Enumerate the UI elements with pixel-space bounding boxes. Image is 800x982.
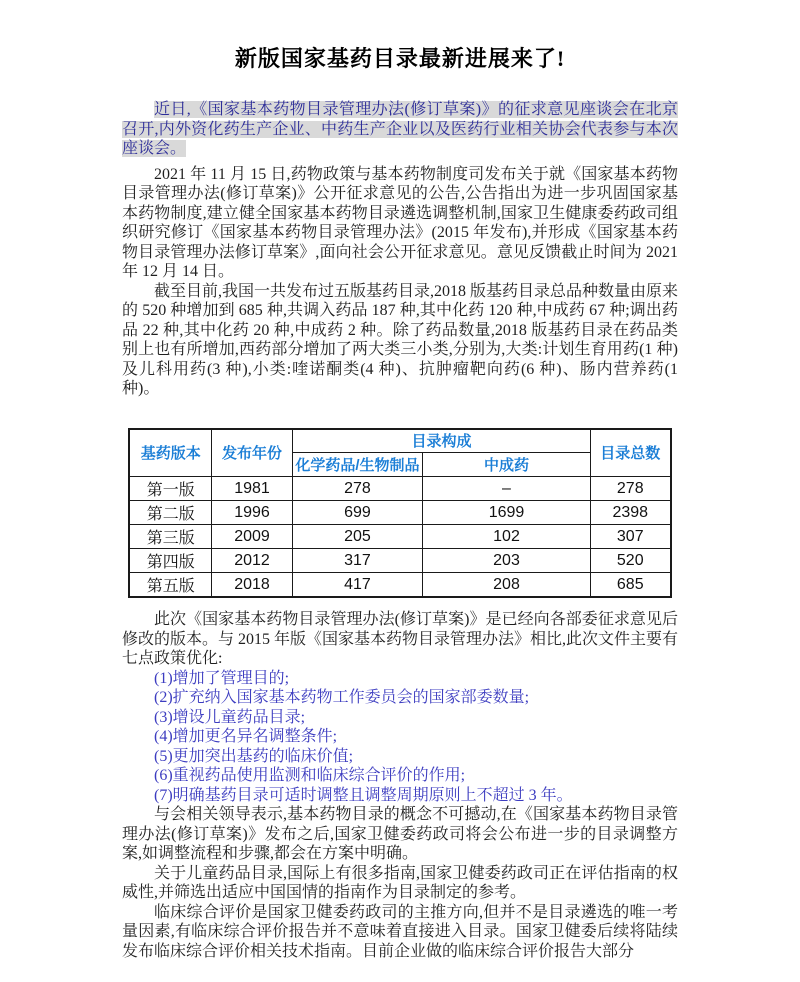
table-cell: 417: [292, 573, 422, 598]
policy-point-7: (7)明确基药目录可适时调整且调整周期原则上不超过 3 年。: [154, 786, 573, 804]
table-cell: 317: [292, 549, 422, 573]
policy-point-3: (3)增设儿童药品目录;: [154, 708, 306, 726]
table-cell: 278: [591, 477, 671, 501]
table-cell: 第四版: [129, 549, 211, 573]
paragraph-revision-intro: 此次《国家基本药物目录管理办法(修订草案)》是已经向各部委征求意见后修改的版本。与 2015 年版《国家基本药物目录管理办法》相比,此次文件主要有七点政策优化:: [122, 611, 679, 667]
table-row: [129, 549, 670, 573]
header-chemical: 化学药品/生物制品: [292, 453, 422, 477]
table-cell: 2018: [211, 573, 292, 598]
table-cell: 1981: [211, 477, 292, 501]
paragraph-clinical-evaluation: 临床综合评价是国家卫健委药政司的主推方向,但并不是目录遴选的唯一考量因素,有临床综合评价报告并不意味着直接进入目录。国家卫健委后续将陆续发布临床综合评价相关技术指南。目前企业做的临床综合评价报告大部分: [122, 903, 678, 960]
table-cell: 第二版: [129, 501, 211, 525]
policy-point-2: (2)扩充纳入国家基本药物工作委员会的国家部委数量;: [154, 689, 530, 706]
policy-point-5: (5)更加突出基药的临床价值;: [154, 747, 354, 765]
paragraph-leaders-statement: 与会相关领导表示,基本药物目录的概念不可撼动,在《国家基本药物目录管理办法(修订草案)》发布之后,国家卫健委药政司将会公布进一步的目录调整方案,如调整流程和步骤,都会在方案中明确。: [122, 806, 678, 862]
table-body: [129, 477, 670, 598]
table-header: [129, 429, 670, 477]
table-cell: 第一版: [129, 477, 211, 501]
paragraph-statistics: 截至目前,我国一共发布过五版基药目录,2018 版基药目录总品种数量由原来的 520 种增加到 685 种,共调入药品 187 种,其中化药 120 种,中成药 67 种;调出药品 22 种,其中化药 20 种,中成药 2 种。除了药品数量,2018 版基药目录在药品类别上也有所增加,西药部分增加了两大类三小类,分别为,大类:计划生育用药(1 种)及儿科用药(3 种),小类:喹诺酮类(4 种)、抗肿瘤靶向药(6 种)、肠内营养药(1 种)。: [122, 282, 679, 397]
table-cell: 307: [591, 525, 671, 549]
policy-point-1: (1)增加了管理目的;: [154, 669, 290, 687]
table-cell: –: [422, 477, 590, 501]
table-cell: 第三版: [129, 525, 211, 549]
paragraph-children-catalog: 关于儿童药品目录,国际上有很多指南,国家卫健委药政司正在评估指南的权威性,并筛选出适应中国国情的指南作为目录制定的参考。: [122, 864, 678, 901]
table-cell: 2009: [211, 525, 292, 549]
table-row: [129, 573, 670, 598]
table-cell: 2012: [211, 549, 292, 573]
table-cell: 520: [591, 549, 671, 573]
table-cell: 2398: [591, 501, 671, 525]
policy-point-6: (6)重视药品使用监测和临床综合评价的作用;: [154, 767, 466, 784]
essential-drug-list-versions-table: [128, 428, 671, 599]
intro-highlight-paragraph: [122, 100, 678, 159]
document-content: [122, 0, 678, 961]
header-tcm: 中成药: [422, 453, 590, 477]
table-cell: 1699: [422, 501, 590, 525]
paragraph-announcement: 2021 年 11 月 15 日,药物政策与基本药物制度司发布关于就《国家基本药物目录管理办法(修订草案)》公开征求意见的公告,公告指出为进一步巩固国家基本药物制度,建立健全国家基本药物目录遴选调整机制,国家卫生健康委药政司组织研究修订《国家基本药物目录管理办法》(2015 年发布),并形成《国家基本药物目录管理办法修订草案》,面向社会公开征求意见。意见反馈截止时间为 2021 年 12 月 14 日。: [122, 165, 678, 280]
header-version: 基药版本: [129, 429, 211, 477]
table-row: [129, 477, 670, 501]
header-composition: 目录构成: [292, 429, 590, 453]
table-header-row-1: [129, 429, 670, 453]
table-cell: 685: [591, 573, 671, 598]
page-title: 新版国家基药目录最新进展来了!: [234, 46, 566, 71]
table-cell: 278: [292, 477, 422, 501]
policy-points-list: [122, 669, 678, 806]
table-row: [129, 525, 670, 549]
policy-point-4: (4)增加更名异名调整条件;: [154, 728, 338, 745]
header-total: 目录总数: [591, 429, 671, 477]
highlighted-text: 近日,《国家基本药物目录管理办法(修订草案)》的征求意见座谈会在北京召开,内外资化药生产企业、中药生产企业以及医药行业相关协会代表参与本次座谈会。: [122, 101, 678, 157]
table-cell: 699: [292, 501, 422, 525]
table-row: [129, 501, 670, 525]
table-cell: 102: [422, 525, 590, 549]
table-cell: 205: [292, 525, 422, 549]
table-cell: 第五版: [129, 573, 211, 598]
table-cell: 1996: [211, 501, 292, 525]
table-cell: 208: [422, 573, 590, 598]
table-cell: 203: [422, 549, 590, 573]
header-year: 发布年份: [211, 429, 292, 477]
